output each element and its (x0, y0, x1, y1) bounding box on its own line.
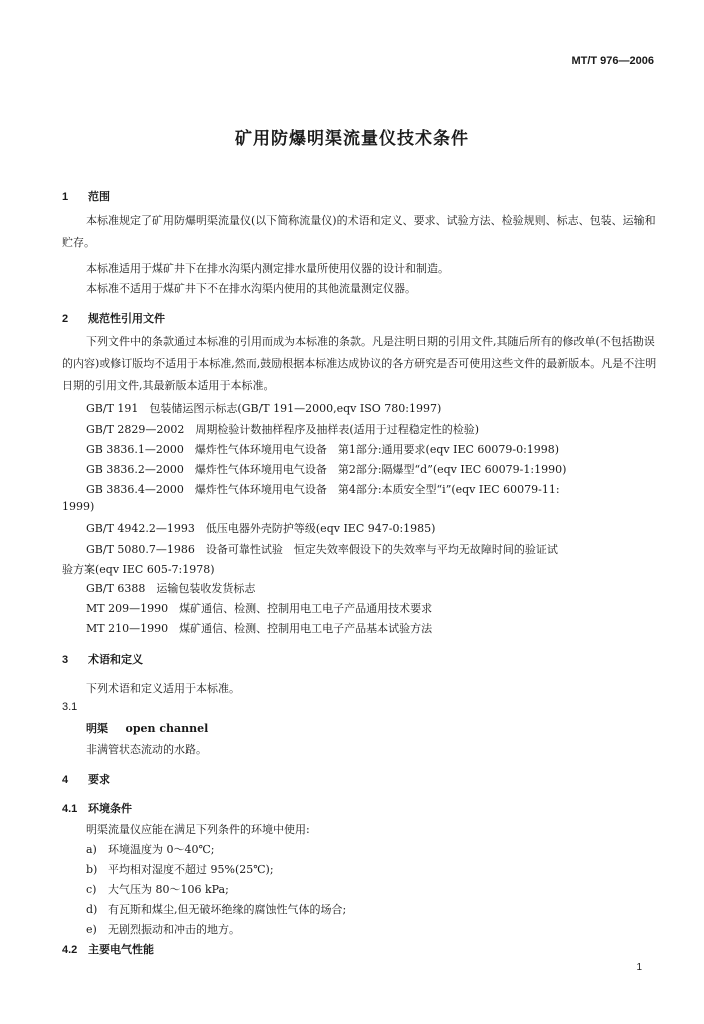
standard-code: MT/T 976—2006 (571, 55, 654, 67)
term-english: open channel (125, 722, 209, 735)
section-4-heading (62, 771, 110, 787)
clause-title: 主要电气性能 (88, 944, 154, 956)
condition-text: 有瓦斯和煤尘,但无破坏绝缘的腐蚀性气体的场合; (108, 903, 347, 916)
conditions-intro: 明渠流量仪应能在满足下列条件的环境中使用: (86, 823, 310, 836)
reference-item: MT 210—1990 煤矿通信、检测、控制用电工电子产品基本试验方法 (86, 622, 433, 635)
references-intro: 下列文件中的条款通过本标准的引用而成为本标准的条款。凡是注明日期的引用文件,其随后所有的修改单(不包括勘误的内容)或修订版均不适用于本标准,然而,鼓励根据本标准达成协议的各方研究是否可使用这些文件的最新版本。凡是不注明日期的引用文件,其最新版本适用于本标准。 (62, 335, 657, 392)
clause-number: 4.2 (62, 944, 78, 956)
reference-item: GB 3836.2—2000 爆炸性气体环境用电气设备 第2部分:隔爆型“d”(eqv IEC 60079-1:1990) (86, 463, 567, 476)
section-1-heading (62, 188, 110, 204)
reference-item-continuation: 1999) (62, 500, 95, 513)
condition-item (86, 921, 240, 937)
list-marker: e) (86, 923, 97, 936)
list-marker: a) (86, 843, 97, 856)
section-number: 4 (62, 774, 69, 786)
section-title: 要求 (88, 774, 110, 786)
clause-title: 环境条件 (88, 803, 132, 815)
clause-4-1-heading (62, 800, 132, 816)
reference-item: GB/T 2829—2002 周期检验计数抽样程序及抽样表(适用于过程稳定性的检验) (86, 423, 479, 436)
terms-intro: 下列术语和定义适用于本标准。 (86, 682, 240, 695)
condition-text: 大气压为 80～106 kPa; (108, 883, 229, 896)
section-title: 范围 (88, 191, 110, 203)
section-2-heading (62, 310, 165, 326)
condition-item (86, 901, 346, 917)
term-entry (86, 720, 208, 736)
reference-item-continuation: 验方案(eqv IEC 605-7:1978) (62, 563, 215, 576)
condition-item (86, 841, 215, 857)
reference-item: GB/T 4942.2—1993 低压电器外壳防护等级(eqv IEC 947-0:1985) (86, 522, 436, 535)
section-number: 1 (62, 191, 69, 203)
term-chinese: 明渠 (86, 722, 108, 735)
list-marker: c) (86, 883, 97, 896)
document-title: 矿用防爆明渠流量仪技术条件 (235, 129, 469, 149)
scope-exclusion: 本标准不适用于煤矿井下不在排水沟渠内使用的其他流量测定仪器。 (86, 282, 416, 295)
condition-text: 环境温度为 0～40℃; (108, 843, 215, 856)
page-number: 1 (636, 962, 642, 973)
condition-item (86, 881, 229, 897)
condition-text: 无剧烈振动和冲击的地方。 (108, 923, 240, 936)
term-definition: 非满管状态流动的水路。 (86, 743, 207, 756)
condition-text: 平均相对湿度不超过 95%(25℃); (108, 863, 274, 876)
scope-paragraph: 本标准规定了矿用防爆明渠流量仪(以下简称流量仪)的术语和定义、要求、试验方法、检验规则、标志、包装、运输和贮存。 (62, 214, 656, 249)
reference-item: GB/T 5080.7—1986 设备可靠性试验 恒定失效率假设下的失效率与平均无故障时间的验证试 (86, 543, 558, 556)
list-marker: d) (86, 903, 98, 916)
section-3-heading (62, 651, 143, 667)
reference-item: GB 3836.4—2000 爆炸性气体环境用电气设备 第4部分:本质安全型“i”(eqv IEC 60079-11: (86, 483, 560, 496)
clause-number: 4.1 (62, 803, 78, 815)
section-number: 2 (62, 313, 69, 325)
section-number: 3 (62, 654, 69, 666)
clause-4-2-heading (62, 941, 154, 957)
list-marker: b) (86, 863, 98, 876)
clause-number: 3.1 (62, 701, 78, 713)
reference-item: GB/T 191 包装储运图示标志(GB/T 191—2000,eqv ISO 780:1997) (86, 402, 442, 415)
reference-item: GB 3836.1—2000 爆炸性气体环境用电气设备 第1部分:通用要求(eqv IEC 60079-0:1998) (86, 443, 560, 456)
section-title: 术语和定义 (88, 654, 143, 666)
reference-item: GB/T 6388 运输包装收发货标志 (86, 582, 256, 595)
reference-item: MT 209—1990 煤矿通信、检测、控制用电工电子产品通用技术要求 (86, 602, 433, 615)
section-title: 规范性引用文件 (88, 313, 165, 325)
scope-applicability: 本标准适用于煤矿井下在排水沟渠内测定排水量所使用仪器的设计和制造。 (86, 262, 449, 275)
condition-item (86, 861, 274, 877)
